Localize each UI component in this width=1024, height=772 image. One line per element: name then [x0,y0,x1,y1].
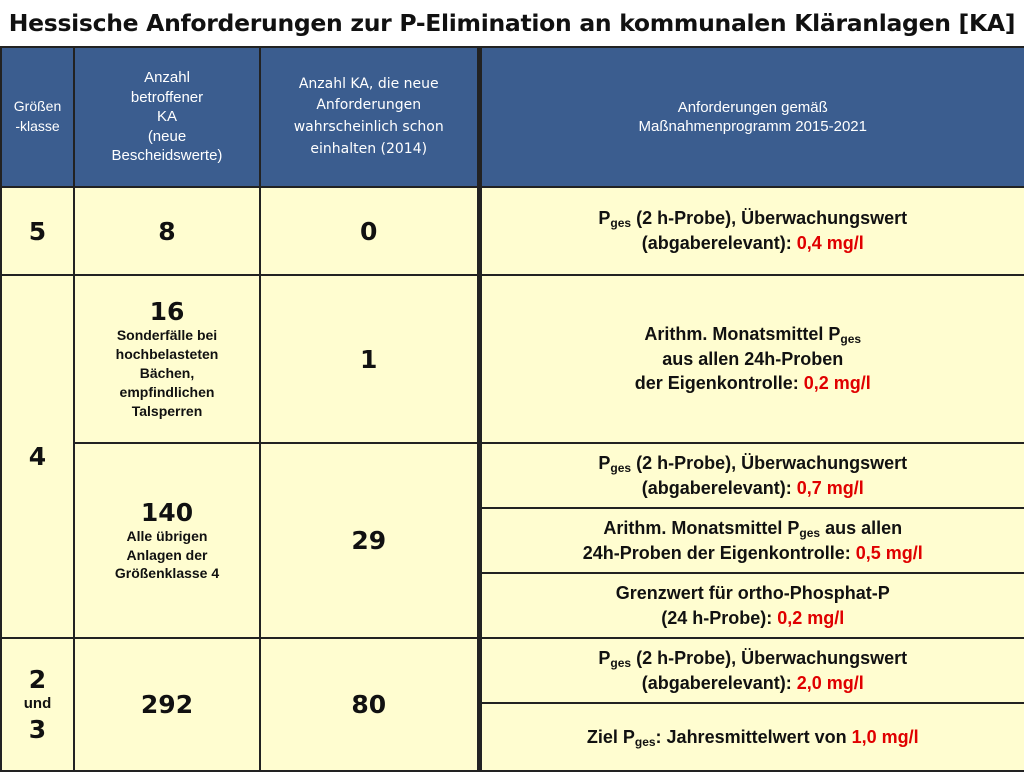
requirements-table [0,46,1024,772]
header-size-class-label: Größen -klasse [13,98,62,134]
count-gk4-other-note: Alle übrigen Anlagen der Größenklasse 4 [114,527,220,582]
req5-line1: Grenzwert für ortho-Phosphat-P [615,582,890,603]
count-affected-gk5: 8 [74,187,260,275]
req3-p: P [598,452,611,473]
requirement-1 [479,187,1024,275]
req4-line2: 24h-Proben der Eigenkontrolle: [582,542,856,563]
table-row [1,275,1024,443]
count-gk4-other-value: 140 [140,497,194,527]
req6-p: P [598,647,611,668]
header-row [1,47,1024,187]
table-row [1,443,1024,508]
req1-value: 0,4 mg/l [796,233,864,253]
req4-line1: Arithm. Monatsmittel P [603,517,800,538]
req2-value: 0,2 mg/l [803,373,871,394]
header-count-affected [74,47,260,187]
requirement-4 [479,508,1024,573]
req2-line2: aus allen 24h-Proben [662,348,844,369]
req6-value: 2,0 mg/l [796,672,864,693]
req7-value: 1,0 mg/l [851,726,919,747]
header-count-compliant-label: Anzahl KA, die neue Anforderungen wahrscheinlich schon einhalten (2014) [293,75,444,157]
req5-value: 0,2 mg/l [777,607,845,628]
req3-value: 0,7 mg/l [796,477,864,498]
header-count-affected-label: Anzahl betroffener KA (neue Bescheidswerte) [111,69,223,165]
count-gk4-special-value: 16 [149,297,185,327]
count-compliant-gk4-special: 1 [260,275,479,443]
req2-line1: Arithm. Monatsmittel P [644,323,841,344]
req3-sub: ges [610,460,632,475]
req1-p: P [598,208,611,229]
header-size-class [1,47,74,187]
count-compliant-gk5: 0 [260,187,479,275]
count-affected-gk4-special [74,275,260,443]
size-class-4: 4 [1,275,74,638]
req2-line3: der Eigenkontrolle: [634,373,804,394]
count-compliant-gk23: 80 [260,638,479,771]
size-class-2: 2 [28,665,47,695]
requirement-5 [479,573,1024,638]
count-gk4-special-note: Sonderfälle bei hochbelasteten Bächen, empfindlichen Talsperren [115,327,219,419]
count-compliant-gk4-other: 29 [260,443,479,638]
requirement-7 [479,703,1024,771]
req7-sub: ges [634,734,656,749]
size-class-5: 5 [1,187,74,275]
header-requirements-label: Anforderungen gemäß Maßnahmenprogramm 2015-2021 [638,98,867,135]
req4-value: 0,5 mg/l [855,542,923,563]
req4-line1b: aus allen [820,517,903,538]
req5-line2: (24 h-Probe): [661,607,778,628]
requirement-6 [479,638,1024,703]
header-requirements [479,47,1024,187]
req3-line2: (abgaberelevant): [641,477,797,498]
req3-line1: (2 h-Probe), Überwachungswert [631,452,908,473]
req1-line1: (2 h-Probe), Überwachungswert [631,208,908,229]
count-affected-gk4-other [74,443,260,638]
req6-line2: (abgaberelevant): [641,672,797,693]
size-class-und: und [23,695,52,713]
size-class-3: 3 [28,714,47,744]
table-row [1,187,1024,275]
req4-sub: ges [799,525,821,540]
size-class-2-3 [1,638,74,771]
table-row [1,638,1024,703]
req7-mid: : Jahresmittelwert von [655,726,852,747]
req1-sub: ges [610,216,632,231]
page-title: Hessische Anforderungen zur P-Elimination an kommunalen Kläranlagen [KA] [8,9,1016,37]
header-count-compliant [260,47,479,187]
req6-line1: (2 h-Probe), Überwachungswert [631,647,908,668]
req6-sub: ges [610,655,632,670]
count-affected-gk23: 292 [74,638,260,771]
req1-line2: (abgaberelevant): [641,233,797,253]
req2-sub: ges [840,331,862,346]
requirement-2 [479,275,1024,443]
req7-prefix: Ziel P [586,726,635,747]
requirement-3 [479,443,1024,508]
